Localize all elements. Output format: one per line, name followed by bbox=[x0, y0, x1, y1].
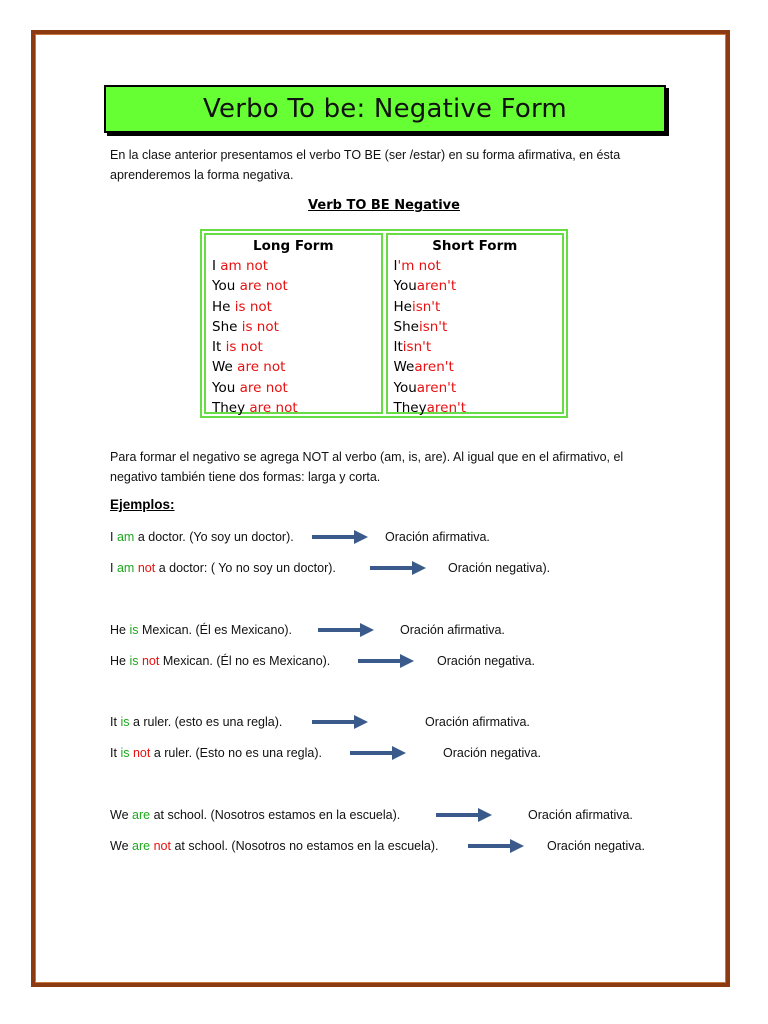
row-verb: is not bbox=[234, 298, 272, 315]
rule-paragraph: Para formar el negativo se agrega NOT al verbo (am, is, are). Al igual que en el afirmativo, el negativo también tiene dos formas: larga y corta. bbox=[110, 450, 624, 484]
row-verb: is not bbox=[225, 339, 263, 356]
table-caption: Verb TO BE Negative bbox=[308, 198, 460, 213]
row-verb: is not bbox=[241, 318, 279, 335]
row-subject: They bbox=[393, 400, 427, 417]
example-rest: a doctor. (Yo soy un doctor). bbox=[137, 530, 294, 544]
example-sentence bbox=[110, 745, 322, 761]
example-label: Oración afirmativa. bbox=[385, 530, 490, 544]
long-form-row bbox=[212, 276, 375, 296]
long-form-row bbox=[212, 337, 375, 357]
example-subject: It bbox=[110, 715, 117, 729]
example-verb: am bbox=[116, 530, 135, 544]
long-form-row bbox=[212, 378, 375, 398]
row-verb: am not bbox=[220, 258, 269, 274]
example-sentence bbox=[110, 560, 336, 576]
example-rest: a ruler. (esto es una regla). bbox=[132, 715, 283, 729]
example-label: Oración afirmativa. bbox=[400, 623, 505, 637]
right-arrow-icon bbox=[468, 839, 524, 853]
row-verb: are not bbox=[239, 278, 288, 295]
row-verb: are not bbox=[239, 379, 288, 396]
row-subject: You bbox=[393, 278, 417, 295]
example-subject: I bbox=[110, 561, 114, 575]
row-verb: isn't bbox=[418, 318, 448, 335]
intro-paragraph: En la clase anterior presentamos el verbo TO BE (ser /estar) en su forma afirmativa, en ésta aprenderemos la forma negativa. bbox=[110, 148, 621, 182]
examples-heading: Ejemplos: bbox=[110, 497, 175, 512]
example-sentence bbox=[110, 838, 438, 854]
example-subject: It bbox=[110, 746, 117, 760]
short-form-row bbox=[394, 357, 557, 377]
right-arrow-icon bbox=[436, 808, 492, 822]
row-verb: aren't bbox=[416, 278, 457, 295]
example-rest: Mexican. (Él no es Mexicano). bbox=[162, 654, 331, 668]
row-verb: isn't bbox=[402, 339, 432, 356]
example-negation: not bbox=[153, 839, 171, 853]
row-subject: You bbox=[212, 379, 236, 396]
right-arrow-icon bbox=[358, 654, 414, 668]
row-verb: aren't bbox=[416, 379, 457, 396]
example-rest: Mexican. (Él es Mexicano). bbox=[141, 623, 293, 637]
example-label: Oración afirmativa. bbox=[528, 808, 633, 822]
long-form-row bbox=[212, 357, 375, 377]
short-form-row bbox=[394, 256, 557, 276]
example-rest: at school. (Nosotros no estamos en la escuela). bbox=[174, 839, 439, 853]
right-arrow-icon bbox=[370, 561, 426, 575]
example-verb: are bbox=[132, 808, 151, 822]
row-subject: He bbox=[393, 298, 412, 315]
row-subject: You bbox=[393, 379, 417, 396]
example-verb: is bbox=[129, 654, 139, 668]
row-subject: It bbox=[212, 339, 222, 356]
right-arrow-icon bbox=[312, 715, 368, 729]
example-subject: He bbox=[110, 623, 126, 637]
example-verb: is bbox=[129, 623, 139, 637]
example-negation: not bbox=[137, 561, 156, 575]
long-form-row bbox=[212, 398, 375, 418]
row-subject: We bbox=[212, 359, 233, 376]
row-subject: She bbox=[212, 318, 238, 335]
row-subject: I bbox=[393, 258, 398, 274]
example-subject: He bbox=[110, 654, 126, 668]
row-subject: We bbox=[393, 359, 415, 376]
page-title: Verbo To be: Negative Form bbox=[203, 94, 567, 124]
example-verb: are bbox=[132, 839, 151, 853]
long-form-column bbox=[204, 233, 383, 417]
example-label: Oración afirmativa. bbox=[425, 715, 530, 729]
example-sentence bbox=[110, 622, 292, 638]
row-subject: It bbox=[393, 339, 403, 356]
example-sentence bbox=[110, 653, 330, 669]
short-form-row bbox=[394, 317, 557, 337]
row-verb: aren't bbox=[426, 400, 467, 417]
short-form-header: Short Form bbox=[432, 238, 518, 254]
short-form-row bbox=[394, 398, 557, 418]
example-sentence bbox=[110, 714, 282, 730]
title-banner bbox=[104, 85, 666, 133]
row-subject: She bbox=[393, 318, 419, 335]
row-subject: I bbox=[212, 258, 216, 274]
row-subject: You bbox=[212, 278, 236, 295]
right-arrow-icon bbox=[350, 746, 406, 760]
example-verb: is bbox=[120, 746, 130, 760]
example-subject: We bbox=[110, 839, 129, 853]
verb-table bbox=[200, 229, 568, 418]
row-verb: aren't bbox=[414, 359, 454, 376]
long-form-row bbox=[212, 317, 375, 337]
example-sentence bbox=[110, 529, 294, 545]
short-form-row bbox=[394, 297, 557, 317]
example-negation: not bbox=[141, 654, 160, 668]
short-form-row bbox=[394, 378, 557, 398]
short-form-row bbox=[394, 337, 557, 357]
example-subject: I bbox=[110, 530, 114, 544]
example-label: Oración negativa. bbox=[547, 839, 645, 853]
row-subject: They bbox=[212, 400, 246, 417]
short-form-column bbox=[386, 233, 565, 417]
right-arrow-icon bbox=[312, 530, 368, 544]
example-sentence bbox=[110, 807, 400, 823]
row-verb: isn't bbox=[411, 298, 441, 315]
example-subject: We bbox=[110, 808, 129, 822]
example-label: Oración negativa. bbox=[443, 746, 541, 760]
long-form-header: Long Form bbox=[252, 238, 334, 254]
right-arrow-icon bbox=[318, 623, 374, 637]
example-label: Oración negativa). bbox=[448, 561, 551, 575]
short-form-row bbox=[394, 276, 557, 296]
example-verb: am bbox=[116, 561, 135, 575]
example-label: Oración negativa. bbox=[437, 654, 535, 668]
long-form-row bbox=[212, 256, 375, 276]
row-verb: are not bbox=[249, 400, 298, 417]
row-verb: 'm not bbox=[397, 258, 441, 274]
example-verb: is bbox=[120, 715, 130, 729]
long-form-row bbox=[212, 297, 375, 317]
example-rest: a doctor: ( Yo no soy un doctor). bbox=[158, 561, 336, 575]
example-rest: at school. (Nosotros estamos en la escuela). bbox=[153, 808, 401, 822]
example-negation: not bbox=[132, 746, 151, 760]
example-rest: a ruler. (Esto no es una regla). bbox=[153, 746, 322, 760]
row-verb: are not bbox=[237, 359, 286, 376]
row-subject: He bbox=[212, 298, 231, 315]
